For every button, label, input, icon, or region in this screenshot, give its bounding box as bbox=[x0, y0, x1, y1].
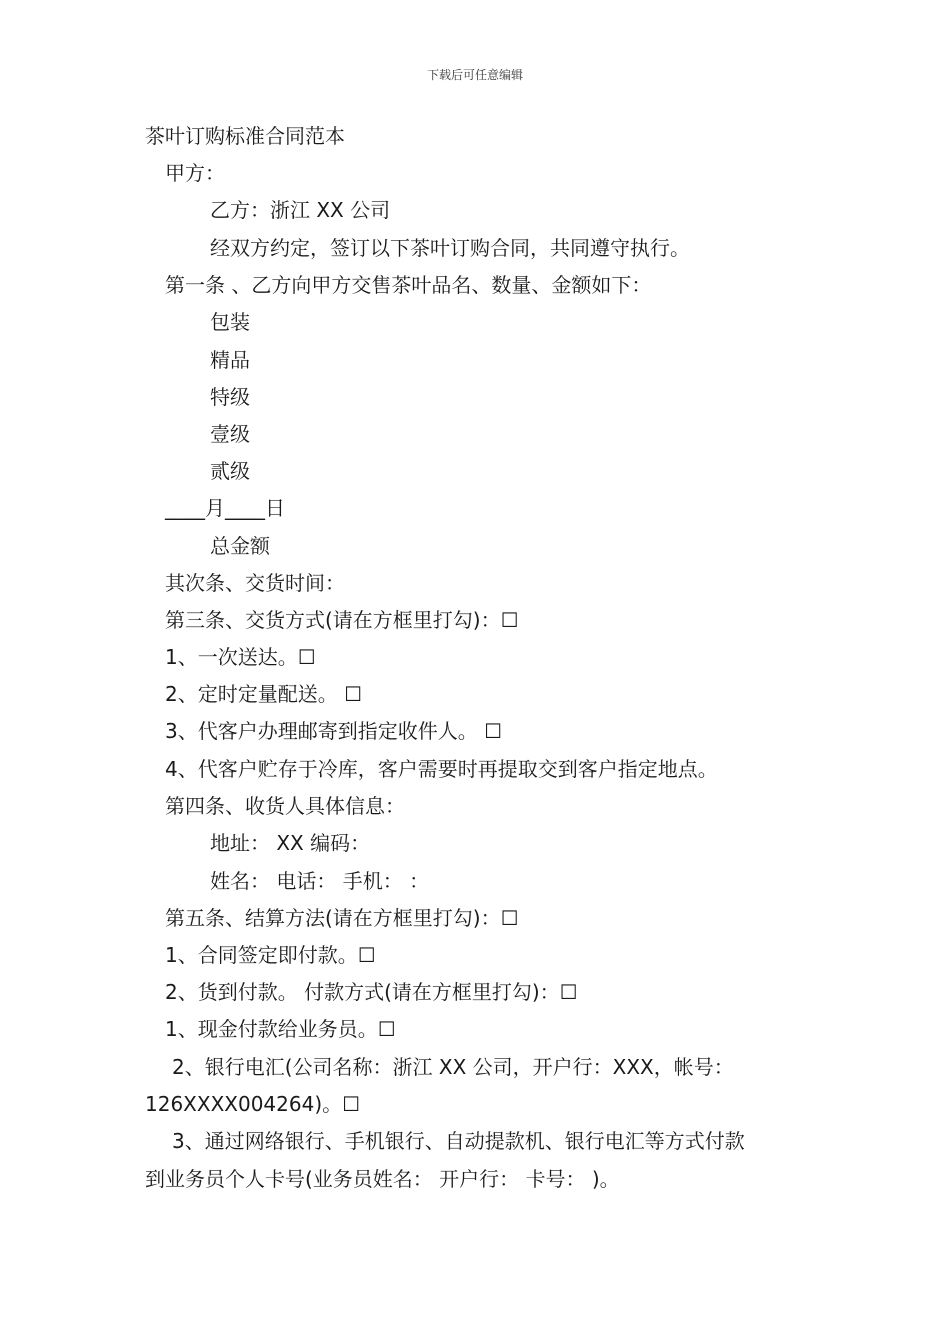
document-title: 茶叶订购标准合同范本 bbox=[145, 124, 345, 148]
article-1: 第一条 、乙方向甲方交售茶叶品名、数量、金额如下： bbox=[165, 273, 652, 297]
page-header: 下载后可任意编辑 bbox=[426, 68, 523, 82]
item-grade-1: 壹级 bbox=[210, 422, 250, 446]
delivery-option-2: 2、定时定量配送。 ☐ bbox=[165, 682, 363, 706]
payment-method-2: 2、银行电汇(公司名称：浙江 XX 公司，开户行：XXX，帐号： bbox=[172, 1055, 734, 1079]
party-b-line: 乙方：浙江 XX 公司 bbox=[210, 198, 391, 222]
payment-method-1: 1、现金付款给业务员。☐ bbox=[165, 1017, 396, 1041]
item-premium: 精品 bbox=[210, 348, 250, 372]
date-line: ____月____日 bbox=[165, 496, 285, 520]
item-special-grade: 特级 bbox=[210, 385, 250, 409]
contact-line: 姓名： 电话： 手机： ： bbox=[210, 869, 430, 893]
payment-option-2: 2、货到付款。 付款方式(请在方框里打勾)：☐ bbox=[165, 980, 578, 1004]
article-4: 第四条、收货人具体信息： bbox=[165, 794, 405, 818]
address-line: 地址： XX 编码： bbox=[210, 831, 371, 855]
article-5: 第五条、结算方法(请在方框里打勾)：☐ bbox=[165, 906, 519, 930]
payment-method-3-cont: 到业务员个人卡号(业务员姓名： 开户行： 卡号： )。 bbox=[145, 1167, 620, 1191]
payment-option-1: 1、合同签定即付款。☐ bbox=[165, 943, 376, 967]
payment-method-3: 3、通过网络银行、手机银行、自动提款机、银行电汇等方式付款 bbox=[172, 1129, 745, 1153]
delivery-option-4: 4、代客户贮存于冷库，客户需要时再提取交到客户指定地点。 bbox=[165, 757, 718, 781]
party-a-line: 甲方： bbox=[165, 161, 225, 185]
item-grade-2: 贰级 bbox=[210, 459, 250, 483]
total-amount: 总金额 bbox=[210, 534, 270, 558]
item-packaging: 包装 bbox=[210, 310, 250, 334]
account-number-line: 126XXXX004264)。☐ bbox=[145, 1092, 361, 1116]
delivery-option-3: 3、代客户办理邮寄到指定收件人。 ☐ bbox=[165, 719, 503, 743]
agreement-intro: 经双方约定，签订以下茶叶订购合同，共同遵守执行。 bbox=[210, 236, 690, 260]
article-3: 第三条、交货方式(请在方框里打勾)：☐ bbox=[165, 608, 519, 632]
article-2: 其次条、交货时间： bbox=[165, 571, 345, 595]
delivery-option-1: 1、一次送达。☐ bbox=[165, 645, 316, 669]
